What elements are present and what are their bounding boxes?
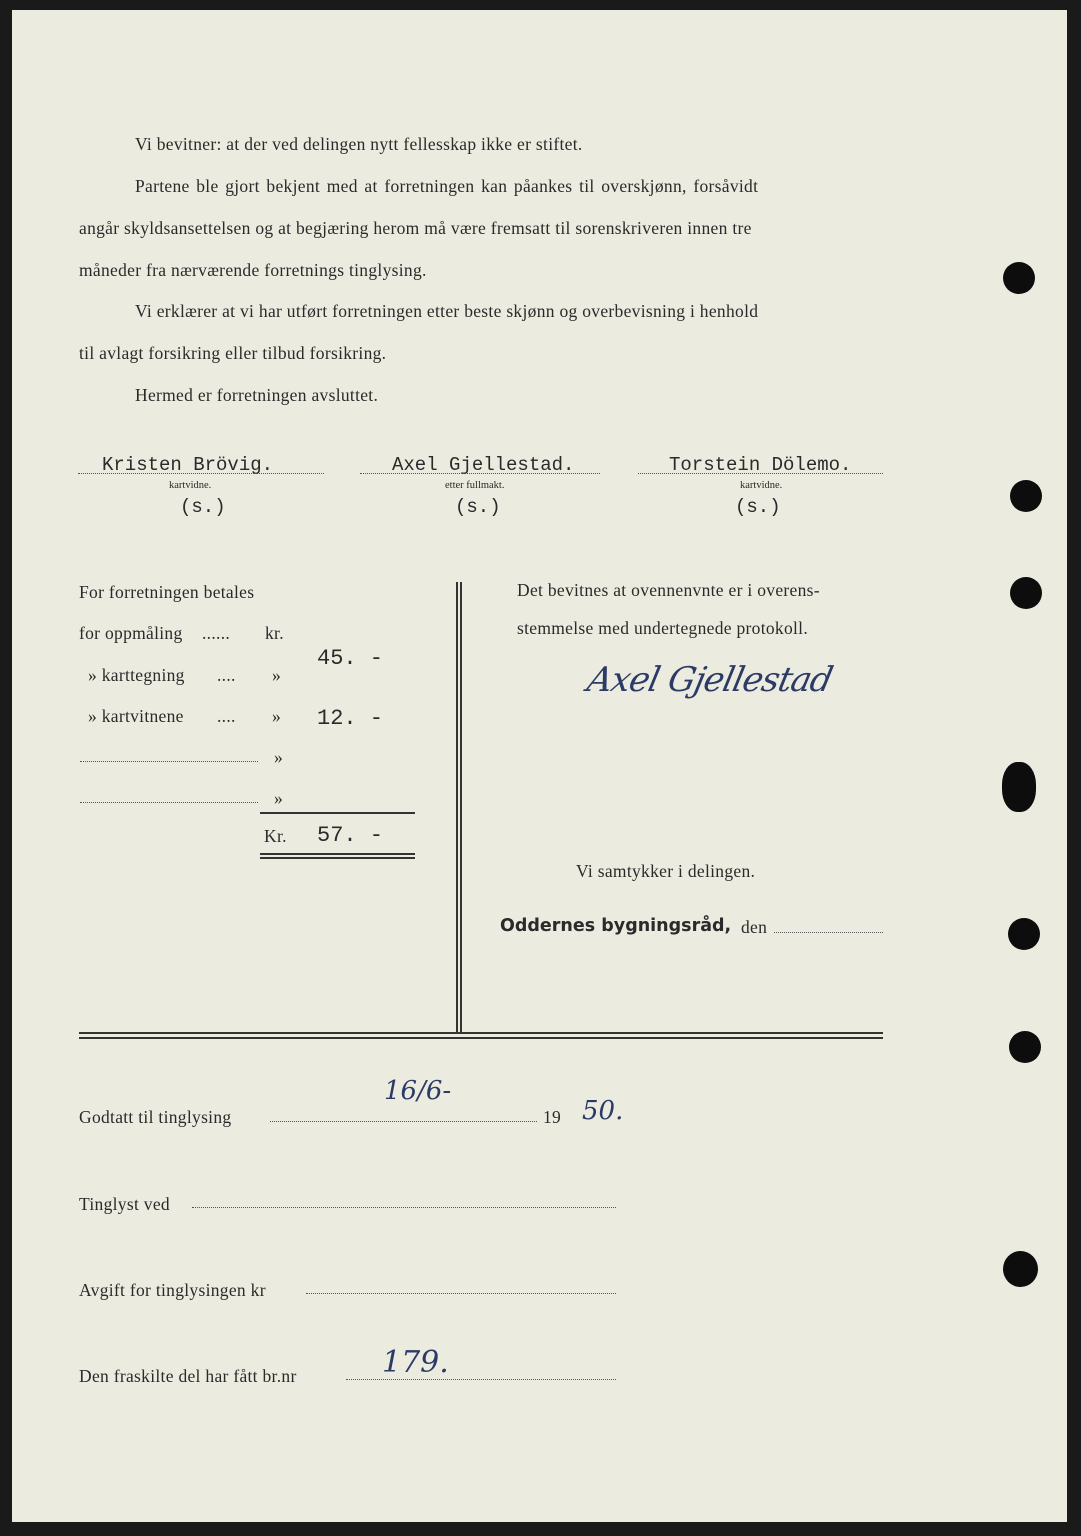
paragraph-appeal-line-3: måneder fra nærværende forretnings tinglysing. (79, 260, 427, 280)
paragraph-appeal-line-2: angår skyldsansettelsen og at begjæring herom må være fremsatt til sorenskriveren innen tre (79, 218, 752, 238)
signature-seal-1: (s.) (180, 496, 226, 518)
fees-total-value: 57. - (317, 823, 384, 848)
binder-hole-2 (1010, 480, 1042, 512)
fee-label-surveying: for oppmåling (79, 623, 183, 643)
registration-fee-label: Avgift for tinglysingen kr (79, 1280, 266, 1300)
registration-accepted-date: 16/6- (384, 1076, 452, 1106)
handwritten-signature: Axel Gjellestad (583, 660, 836, 700)
paragraph-statement: Vi bevitner: at der ved delingen nytt fellesskap ikke er stiftet. (135, 134, 583, 154)
paragraph-appeal-line-1: Partene ble gjort bekjent med at forretningen kan påankes til overskjønn, forsåvidt (135, 176, 759, 196)
fee-unit-mapping: » (272, 665, 282, 685)
parcel-number-value: 179. (382, 1345, 449, 1380)
fee-value-mapping: 45. - (317, 646, 384, 671)
registration-accepted-label: Godtatt til tinglysing (79, 1107, 232, 1127)
council-date-line (774, 932, 883, 933)
signature-role-3: kartvidne. (740, 480, 783, 491)
signature-role-2: etter fullmakt. (445, 480, 505, 491)
registration-accepted-line (270, 1121, 537, 1122)
fee-unit-witnesses: » (272, 706, 282, 726)
paragraph-declaration-line-1: Vi erklærer at vi har utført forretningen etter beste skjønn og overbevisning i henhold (135, 301, 759, 321)
fee-dots-witnesses: .... (217, 706, 236, 726)
fee-value-witnesses: 12. - (317, 706, 384, 731)
binder-hole-4 (1002, 762, 1036, 812)
signature-line-1 (78, 473, 324, 474)
signature-seal-3: (s.) (735, 496, 781, 518)
signature-role-1: kartvidne. (169, 480, 212, 491)
registration-year-suffix: 50. (582, 1096, 624, 1126)
parcel-number-label: Den fraskilte del har fått br.nr (79, 1366, 297, 1386)
signature-name-1: Kristen Brövig. (102, 454, 274, 476)
fee-blank-line-1 (80, 761, 258, 762)
certification-line-2: stemmelse med undertegnede protokoll. (517, 618, 809, 638)
signature-line-3 (638, 473, 883, 474)
fee-label-witnesses: » kartvitnene (88, 706, 184, 726)
document-page (12, 10, 1067, 1522)
binder-hole-7 (1003, 1251, 1038, 1287)
fee-dots-surveying: ...... (202, 623, 231, 643)
paragraph-closing: Hermed er forretningen avsluttet. (135, 385, 379, 405)
fee-label-mapping: » karttegning (88, 665, 185, 685)
signature-name-3: Torstein Dölemo. (669, 454, 852, 476)
section-rule-top (79, 1032, 883, 1034)
signature-seal-2: (s.) (455, 496, 501, 518)
registration-year-prefix: 19 (543, 1107, 562, 1127)
fees-total-underline-2 (260, 857, 415, 859)
binder-hole-3 (1010, 577, 1042, 609)
binder-hole-6 (1009, 1031, 1041, 1063)
council-den-label: den (741, 917, 768, 937)
binder-hole-5 (1008, 918, 1040, 950)
registered-by-label: Tinglyst ved (79, 1194, 170, 1214)
council-name: Oddernes bygningsråd, (500, 916, 732, 936)
paragraph-declaration-line-2: til avlagt forsikring eller tilbud forsikring. (79, 343, 387, 363)
fees-total-underline-1 (260, 853, 415, 855)
signature-name-2: Axel Gjellestad. (392, 454, 575, 476)
fees-total-label: Kr. (264, 826, 287, 846)
fee-dots-mapping: .... (217, 665, 236, 685)
vertical-divider-right (460, 582, 462, 1032)
fee-unit-blank-1: » (274, 747, 284, 767)
registration-fee-line (306, 1293, 616, 1294)
vertical-divider-left (456, 582, 458, 1032)
certification-line-1: Det bevitnes at ovennenvnte er i overens- (517, 580, 820, 600)
registered-by-line (192, 1207, 616, 1208)
signature-line-2 (360, 473, 600, 474)
binder-hole-1 (1003, 262, 1035, 294)
fees-sum-line (260, 812, 415, 814)
fee-unit-surveying: kr. (265, 623, 284, 643)
consent-text: Vi samtykker i delingen. (576, 861, 756, 881)
section-rule-bottom (79, 1037, 883, 1039)
fee-unit-blank-2: » (274, 788, 284, 808)
fees-heading: For forretningen betales (79, 582, 255, 602)
fee-blank-line-2 (80, 802, 258, 803)
